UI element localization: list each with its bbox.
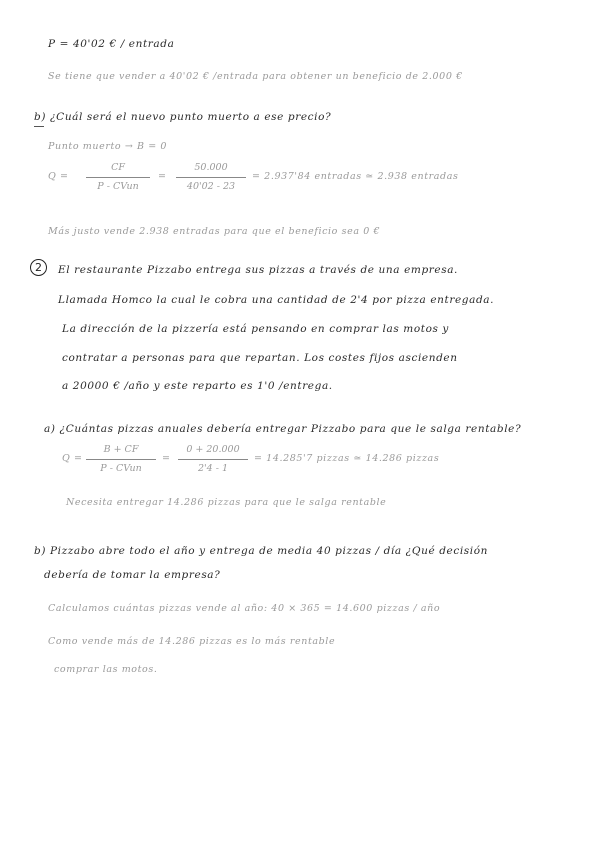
formula1-denominator: P - CVun bbox=[97, 181, 139, 192]
formula2-numerator: B + CF bbox=[103, 444, 139, 455]
price-conclusion: Se tiene que vender a 40'02 € /entrada para obtener un beneficio de 2.000 € bbox=[48, 71, 463, 82]
pizzas-conclusion: Necesita entregar 14.286 pizzas para que le salga rentable bbox=[66, 497, 387, 508]
formula2-result: = 14.285'7 pizzas ≃ 14.286 pizzas bbox=[254, 453, 440, 464]
formula1-numerator: CF bbox=[111, 162, 125, 173]
break-even-label: Punto muerto → B = 0 bbox=[48, 141, 168, 152]
break-even-conclusion: Más justo vende 2.938 entradas para que el beneficio sea 0 € bbox=[48, 226, 381, 237]
formula1-result: = 2.937'84 entradas ≃ 2.938 entradas bbox=[252, 171, 459, 182]
formula1-fraction-bar2 bbox=[176, 177, 246, 178]
formula1-denominator2: 40'02 - 23 bbox=[186, 181, 236, 192]
problem2-line4: contratar a personas para que repartan. Los costes fijos ascienden bbox=[62, 352, 458, 364]
problem2-line3: La dirección de la pizzería está pensando en comprar las motos y bbox=[62, 323, 449, 335]
question-b-heading: b) ¿Cuál será el nuevo punto muerto a ese precio? bbox=[34, 111, 332, 123]
decision-line2: comprar las motos. bbox=[54, 664, 158, 675]
question-b2-heading-cont: debería de tomar la empresa? bbox=[44, 569, 221, 581]
formula2-denominator2: 2'4 - 1 bbox=[198, 463, 228, 474]
price-line: P = 40'02 € / entrada bbox=[48, 38, 175, 50]
formula2-fraction-bar2 bbox=[178, 459, 248, 460]
formula1-fraction-bar bbox=[86, 177, 150, 178]
question-a-heading: a) ¿Cuántas pizzas anuales debería entregar Pizzabo para que le salga rentable? bbox=[44, 423, 522, 435]
annual-pizzas-calc: Calculamos cuántas pizzas vende al año: 40 × 365 = 14.600 pizzas / año bbox=[48, 603, 441, 614]
problem2-line2: Llamada Homco la cual le cobra una cantidad de 2'4 por pizza entregada. bbox=[58, 294, 495, 306]
formula1-equals: = bbox=[158, 171, 167, 182]
formula2-fraction-bar bbox=[86, 459, 156, 460]
formula2-equals: = bbox=[162, 453, 171, 464]
decision-line1: Como vende más de 14.286 pizzas es lo más rentable bbox=[48, 636, 336, 647]
formula2-numerator2: 0 + 20.000 bbox=[186, 444, 240, 455]
formula1-q: Q = bbox=[48, 171, 69, 182]
formula2-denominator: P - CVun bbox=[100, 463, 142, 474]
problem2-line1: El restaurante Pizzabo entrega sus pizzas a través de una empresa. bbox=[58, 264, 458, 276]
formula1-numerator2: 50.000 bbox=[194, 162, 228, 173]
formula2-q: Q = bbox=[62, 453, 83, 464]
question-b-underline bbox=[34, 126, 44, 127]
problem2-line5: a 20000 € /año y este reparto es 1'0 /entrega. bbox=[62, 380, 333, 392]
question-b2-heading: b) Pizzabo abre todo el año y entrega de media 40 pizzas / día ¿Qué decisión bbox=[34, 545, 489, 557]
question-2-number: 2 bbox=[30, 259, 47, 276]
